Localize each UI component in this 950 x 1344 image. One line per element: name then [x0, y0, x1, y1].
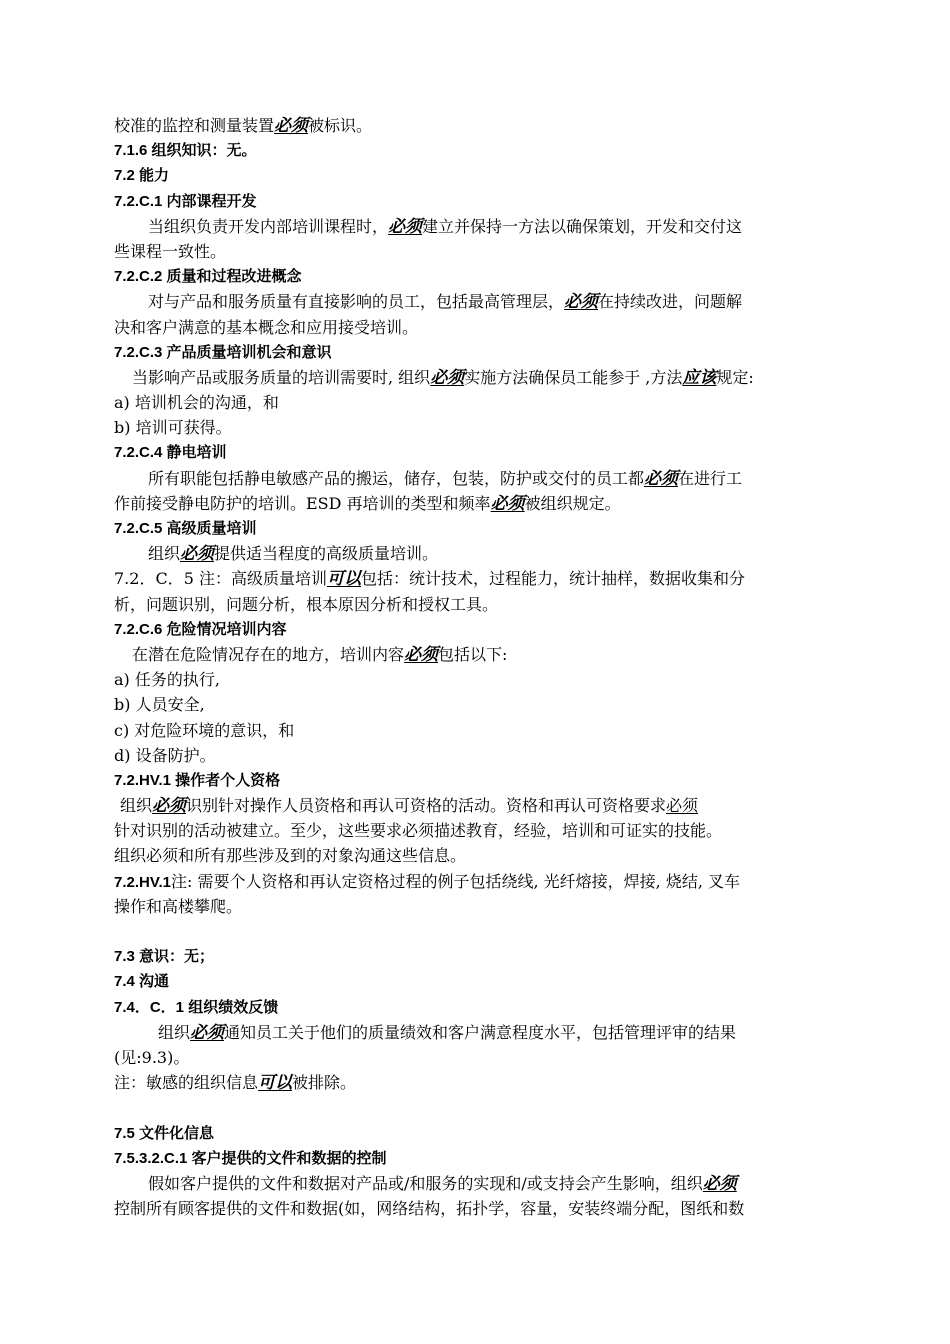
- note-line: 操作和高楼攀爬。: [114, 896, 243, 916]
- section-heading: 7.2.HV.1 操作者个人资格: [114, 771, 281, 789]
- section-heading: 7.2.C.6 危险情况培训内容: [114, 620, 287, 638]
- note-line: [114, 869, 844, 894]
- text-line: [114, 113, 844, 138]
- paragraph-line: 组织必须和所有那些涉及到的对象沟通这些信息。: [114, 846, 467, 866]
- text: 包括：统计技术，过程能力，统计抽样，数据收集和分: [360, 569, 745, 589]
- keyword-must: 必须: [388, 216, 423, 236]
- section-heading: 7.3 意识：无；: [114, 948, 215, 966]
- text: 对与产品和服务质量有直接影响的员工，包括最高管理层，: [148, 292, 565, 312]
- paragraph-line: 控制所有顾客提供的文件和数据(如，网络结构，拓扑学，容量，安装终端分配，图纸和数: [114, 1199, 745, 1219]
- paragraph-line: 决和客户满意的基本概念和应用接受培训。: [114, 317, 419, 337]
- paragraph-line: 针对识别的活动被建立。至少，这些要求必须描述教育，经验，培训和可证实的技能。: [114, 821, 723, 841]
- keyword-must: 必须: [490, 493, 525, 513]
- keyword-must: 必须: [152, 796, 187, 816]
- text: 组织: [148, 544, 181, 564]
- text: 当组织负责开发内部培训课程时，: [148, 216, 389, 236]
- section-heading: 7.5 文件化信息: [114, 1124, 215, 1142]
- keyword-must: 必须: [274, 116, 309, 135]
- text: 实施方法确保员工能参于 ,方法: [464, 367, 683, 387]
- list-item: b) 培训可获得。: [114, 418, 232, 438]
- section-heading: 7.1.6 组织知识：无。: [114, 142, 257, 160]
- keyword-must: 必须: [430, 367, 465, 387]
- text: 校准的监控和测量装置: [114, 116, 275, 135]
- section-heading: 7.4 沟通: [114, 973, 170, 991]
- paragraph-line: [114, 491, 844, 516]
- section-heading: 7.2.C.5 高级质量培训: [114, 520, 257, 537]
- text: 提供适当程度的高级质量培训。: [214, 544, 439, 564]
- section-heading: 7.2.C.2 质量和过程改进概念: [114, 268, 302, 286]
- paragraph-line: [114, 365, 844, 390]
- text: 假如客户提供的文件和数据对产品或/和服务的实现和/或支持会产生影响，组织: [148, 1173, 703, 1193]
- section-heading: 7.2.C.1 内部课程开发: [114, 192, 257, 210]
- text: 当影响产品或服务质量的培训需要时, 组织: [132, 367, 431, 387]
- text: 建立并保持一方法以确保策划，开发和交付这: [422, 216, 743, 236]
- keyword-must: 必须: [404, 644, 439, 664]
- blank-line: [114, 919, 844, 944]
- list-item: a) 培训机会的沟通，和: [114, 393, 279, 413]
- list-item: c) 对危险环境的意识，和: [114, 720, 295, 740]
- text: 注: 需要个人资格和再认定资格过程的例子包括绕线, 光纤熔接，焊接, 烧结, 叉车: [171, 871, 740, 891]
- keyword-must: 必须: [644, 468, 679, 488]
- section-heading: 7.2.C.3 产品质量培训机会和意识: [114, 343, 332, 361]
- section-heading: 7.4．C．1 组织绩效反馈: [114, 998, 279, 1016]
- note-label: 7.2.HV.1: [114, 873, 171, 891]
- keyword-must: 必须: [190, 1022, 225, 1042]
- keyword-may: 可以: [326, 569, 361, 589]
- paragraph-line: [114, 466, 844, 491]
- text: 在进行工: [678, 468, 743, 488]
- keyword-must-underlined: 必须: [666, 796, 699, 816]
- list-item: d) 设备防护。: [114, 745, 216, 765]
- list-item: b) 人员安全,: [114, 695, 205, 715]
- text: 被组织规定。: [524, 493, 621, 513]
- paragraph-line: [114, 1171, 844, 1196]
- paragraph-line: 些课程一致性。: [114, 241, 227, 261]
- text: 在潜在危险情况存在的地方，培训内容: [132, 644, 405, 664]
- section-heading: 7.5.3.2.C.1 客户提供的文件和数据的控制: [114, 1149, 387, 1167]
- keyword-may: 可以: [258, 1073, 293, 1093]
- paragraph-line: [114, 642, 844, 667]
- paragraph-line: (见:9.3)。: [114, 1047, 190, 1067]
- blank-line: [114, 1095, 844, 1120]
- paragraph-line: [114, 214, 844, 239]
- text: 组织: [158, 1022, 191, 1042]
- note-line: 析，问题识别，问题分析，根本原因分析和授权工具。: [114, 594, 499, 614]
- note-line: [114, 1070, 844, 1095]
- section-heading: 7.2 能力: [114, 167, 170, 185]
- keyword-must: 必须: [702, 1173, 737, 1193]
- document-body: [114, 113, 844, 1221]
- text: 作前接受静电防护的培训。ESD 再培训的类型和频率: [114, 493, 491, 513]
- text: 组织: [120, 796, 153, 816]
- text: 所有职能包括静电敏感产品的搬运，储存，包装，防护或交付的员工都: [148, 468, 645, 488]
- paragraph-line: [114, 289, 844, 314]
- text: 在持续改进，问题解: [598, 292, 743, 312]
- section-heading: 7.2.C.4 静电培训: [114, 444, 227, 462]
- text: 通知员工关于他们的质量绩效和客户满意程度水平，包括管理评审的结果: [224, 1022, 737, 1042]
- note-line: [114, 566, 844, 591]
- text: 被排除。: [292, 1073, 357, 1093]
- text: 识别针对操作人员资格和再认可资格的活动。资格和再认可资格要求: [186, 796, 667, 816]
- paragraph-line: [114, 793, 844, 818]
- text: 包括以下:: [438, 644, 508, 664]
- paragraph-line: [114, 1020, 844, 1045]
- text: 7.2．C．5 注：高级质量培训: [114, 569, 327, 589]
- keyword-must: 必须: [180, 544, 215, 564]
- list-item: a) 任务的执行,: [114, 670, 220, 690]
- keyword-should: 应该: [682, 367, 717, 387]
- paragraph-line: [114, 541, 844, 566]
- keyword-must: 必须: [564, 292, 599, 312]
- text: 规定:: [716, 367, 754, 387]
- text: 被标识。: [308, 116, 373, 135]
- text: 注：敏感的组织信息: [114, 1073, 259, 1093]
